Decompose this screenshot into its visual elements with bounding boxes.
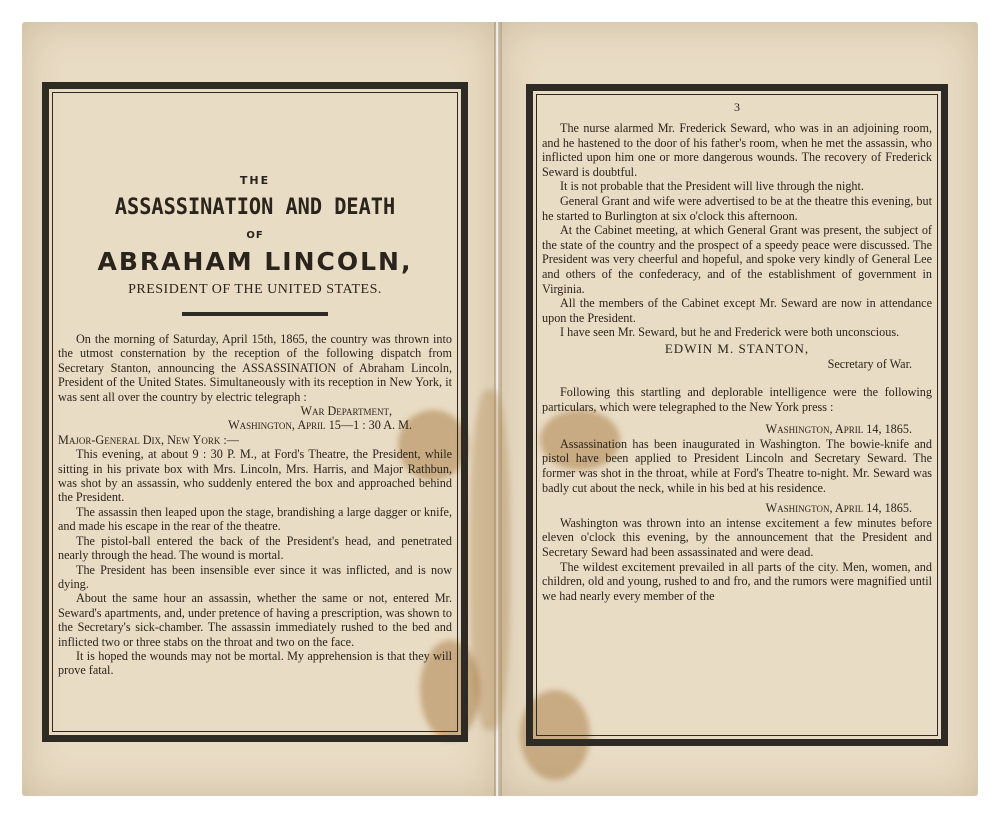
dispatch-paragraph: General Grant and wife were advertised to be at the theatre this evening, but he started to Burlington at six o'clock this afternoon. (542, 193, 932, 223)
right-page-content (542, 100, 932, 732)
dispatch-paragraph: All the members of the Cabinet except Mr. Seward are now in attendance upon the President. (542, 296, 932, 325)
title-name: ABRAHAM LINCOLN, (97, 247, 413, 276)
dispatch-paragraph: The pistol-ball entered the back of the President's head, and penetrated nearly through the head. The wound is mortal. (58, 533, 452, 563)
war-department-heading: War Department, (300, 404, 392, 419)
water-stain (470, 390, 510, 730)
left-page-content (58, 98, 452, 728)
dispatch-paragraph: The President has been insensible ever since it was inflicted, and is now dying. (58, 562, 452, 591)
page-number: 3 (734, 100, 740, 114)
dateline-1: Washington, April 14, 1865. (765, 422, 912, 437)
dispatch-paragraph: The nurse alarmed Mr. Frederick Seward, who was in an adjoining room, and he hastened to the door of his father's room, when he met the assassin, who inflicted upon him one or more dangerous wounds. The recovery of Frederick Seward is doubtful. (542, 121, 932, 179)
news-paragraph: The wildest excitement prevailed in all parts of the city. Men, women, and children, old and young, rushed to and fro, and the rumors were magnified until we had nearly every member of the (542, 559, 932, 603)
title-rule (182, 312, 328, 316)
dispatch-paragraph: I have seen Mr. Seward, but he and Frederick were both unconscious. (560, 325, 900, 340)
title-the: THE (239, 174, 271, 187)
dispatch-addressee: Major-General Dix, New York :— (58, 432, 239, 447)
intro-paragraph: On the morning of Saturday, April 15th, 1865, the country was thrown into the utmost consternation by the reception of the following dispatch from Secretary Stanton, announcing the ASSASSINATION of Abraham Lincoln, President of the United States. Simultaneously with its reception in New York, it was sent all over the country by electric telegraph : (58, 332, 452, 404)
news-paragraph: Washington was thrown into an intense excitement a few minutes before eleven o'clock this evening, by the announcement that the President and Secretary Seward had been assassinated and were dead. (542, 515, 932, 560)
dispatch-paragraph: It is not probable that the President will live through the night. (560, 179, 864, 194)
dispatch-paragraph: It is hoped the wounds may not be mortal. My apprehension is that they will prove fatal. (58, 648, 452, 678)
following-paragraph: Following this startling and deplorable intelligence were the following particulars, which were telegraphed to the New York press : (542, 385, 932, 414)
signature-title: Secretary of War. (827, 356, 912, 371)
dispatch-paragraph: The assassin then leaped upon the stage, brandishing a large dagger or knife, and made his escape in the rear of the theatre. (58, 504, 452, 534)
news-paragraph: Assassination has been inaugurated in Washington. The bowie-knife and pistol have been applied to President Lincoln and Secretary Seward. The former was shot in the throat, while at Ford's Theatre to-night. Mr. Seward was badly cut about the neck, while in his bed at his residence. (542, 436, 932, 495)
dispatch-paragraph: This evening, at about 9 : 30 P. M., at Ford's Theatre, the President, while sitting in his private box with Mrs. Lincoln, Mrs. Harris, and Major Rathbun, was shot by an assassin, who suddenly entered the box and approached behind the President. (58, 447, 452, 505)
title-assassination: ASSASSINATION AND DEATH (114, 195, 396, 220)
dispatch-dateline: Washington, April 15—1 : 30 A. M. (228, 418, 412, 433)
dateline-2: Washington, April 14, 1865. (765, 501, 912, 516)
title-of: OF (246, 230, 264, 241)
dispatch-paragraph: About the same hour an assassin, whether the same or not, entered Mr. Seward's apartments, and, under pretence of having a prescription, was shown to the Secretary's sick-chamber. The assassin immediately rushed to the bed and inflicted two or three stabs on the throat and two on the face. (58, 591, 452, 649)
title-subtitle: PRESIDENT OF THE UNITED STATES. (128, 282, 382, 297)
dispatch-paragraph: At the Cabinet meeting, at which General Grant was present, the subject of the state of the country and the prospect of a speedy peace were discussed. The President was very cheerful and hopeful, and spoke very kindly of General Lee and others of the confederacy, and of the establishment of government in Virginia. (542, 223, 932, 296)
signature-name: EDWIN M. STANTON, (664, 340, 810, 356)
